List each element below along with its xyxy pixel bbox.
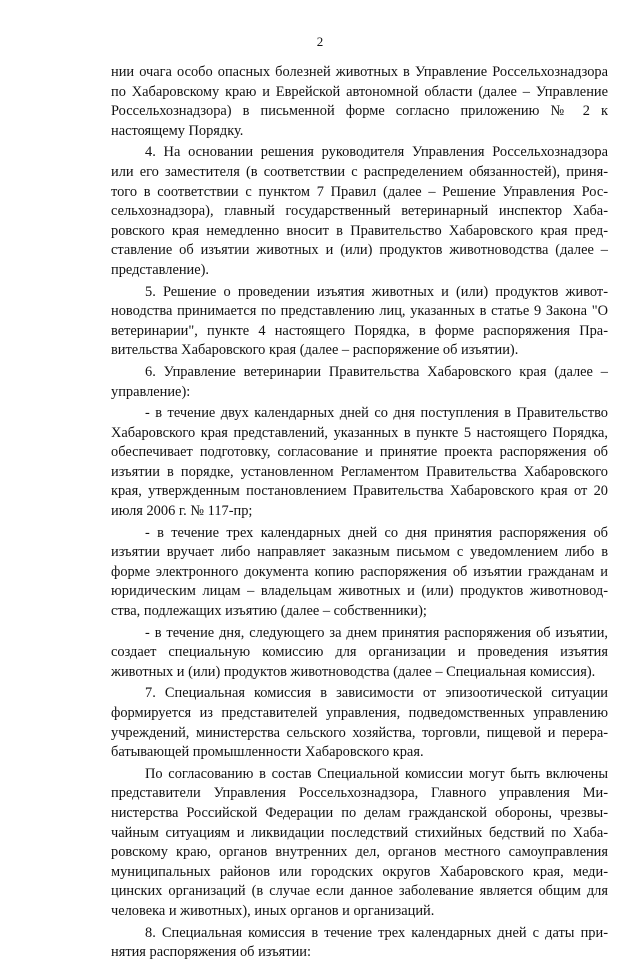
paragraph-item-7: 7. Специальная комиссия в зависимости от эпизоотической ситуации формируется из представителей управления, подведомственных управлению учреждений, министерства сельского хозяйства, торговли, пищевой и перерабатывающей промышленности Хабаровского края. <box>111 685 608 761</box>
paragraph-continuation: нии очага особо опасных болезней животных в Управление Россельхознадзора по Хабаровскому краю и Еврейской автономной области (далее – Управление Россельхознадзора) в письменной форме согласно приложению № 2 к настоящему Порядку. <box>111 64 608 139</box>
paragraph-item-8: 8. Специальная комиссия в течение трех календарных дней с даты принятия распоряжения об изъятии: <box>111 924 608 961</box>
paragraph-item-4: 4. На основании решения руководителя Управления Россельхознадзора или его заместителя (в соответствии с распределением обязанностей), принятого в соответствии с пунктом 7 Правил (далее – Решение Управления Россельхознадзора), главный государственный ветеринарный инспектор Хабаровского края немедленно вносит в Правительство Хабаровского края представление об изъятии животных и (или) продуктов животноводства (далее – представление). <box>111 144 608 278</box>
paragraph-item-5: 5. Решение о проведении изъятия животных и (или) продуктов животноводства принимается по представлению лиц, указанных в статье 9 Закона "О ветеринарии", пункте 4 настоящего Порядка, в форме распоряжения Правительства Хабаровского края (далее – распоряжение об изъятии). <box>111 283 608 359</box>
paragraph-item-6-bullet-3: - в течение дня, следующего за днем принятия распоряжения об изъятии, создает специальную комиссию для организации и проведения изъятия животных и (или) продуктов животноводства (далее – Специальная комиссия). <box>111 624 608 680</box>
paragraph-item-6-bullet-1: - в течение двух календарных дней со дня поступления в Правительство Хабаровского края представлений, указанных в пункте 5 настоящего Порядка, обеспечивает подготовку, согласование и принятие проекта распоряжения об изъятии в порядке, установленном Регламентом Правительства Хабаровского края, утвержденным постановлением Правительства Хабаровского края от 20 июля 2006 г. № 117-пр; <box>111 405 608 520</box>
document-body <box>111 63 608 965</box>
paragraph-item-6-bullet-2: - в течение трех календарных дней со дня принятия распоряжения об изъятии вручает либо направляет заказным письмом с уведомлением либо в форме электронного документа копию распоряжения об изъятии гражданам и юридическим лицам – владельцам животных и (или) продуктов животноводства, подлежащих изъятию (далее – собственники); <box>111 524 608 620</box>
paragraph-item-7-commission: По согласованию в состав Специальной комиссии могут быть включены представители Управления Россельхознадзора, Главного управления Министерства Российской Федерации по делам гражданской обороны, чрезвычайным ситуациям и ликвидации последствий стихийных бедствий по Хабаровскому краю, органов внутренних дел, органов местного самоуправления муниципальных районов или городских округов Хабаровского края, медицинских организаций (в случае если данное заболевание является общим для человека и животных), иных органов и организаций. <box>111 765 608 919</box>
page-number: 2 <box>316 34 324 49</box>
paragraph-item-6: 6. Управление ветеринарии Правительства Хабаровского края (далее – управление): <box>111 363 608 400</box>
